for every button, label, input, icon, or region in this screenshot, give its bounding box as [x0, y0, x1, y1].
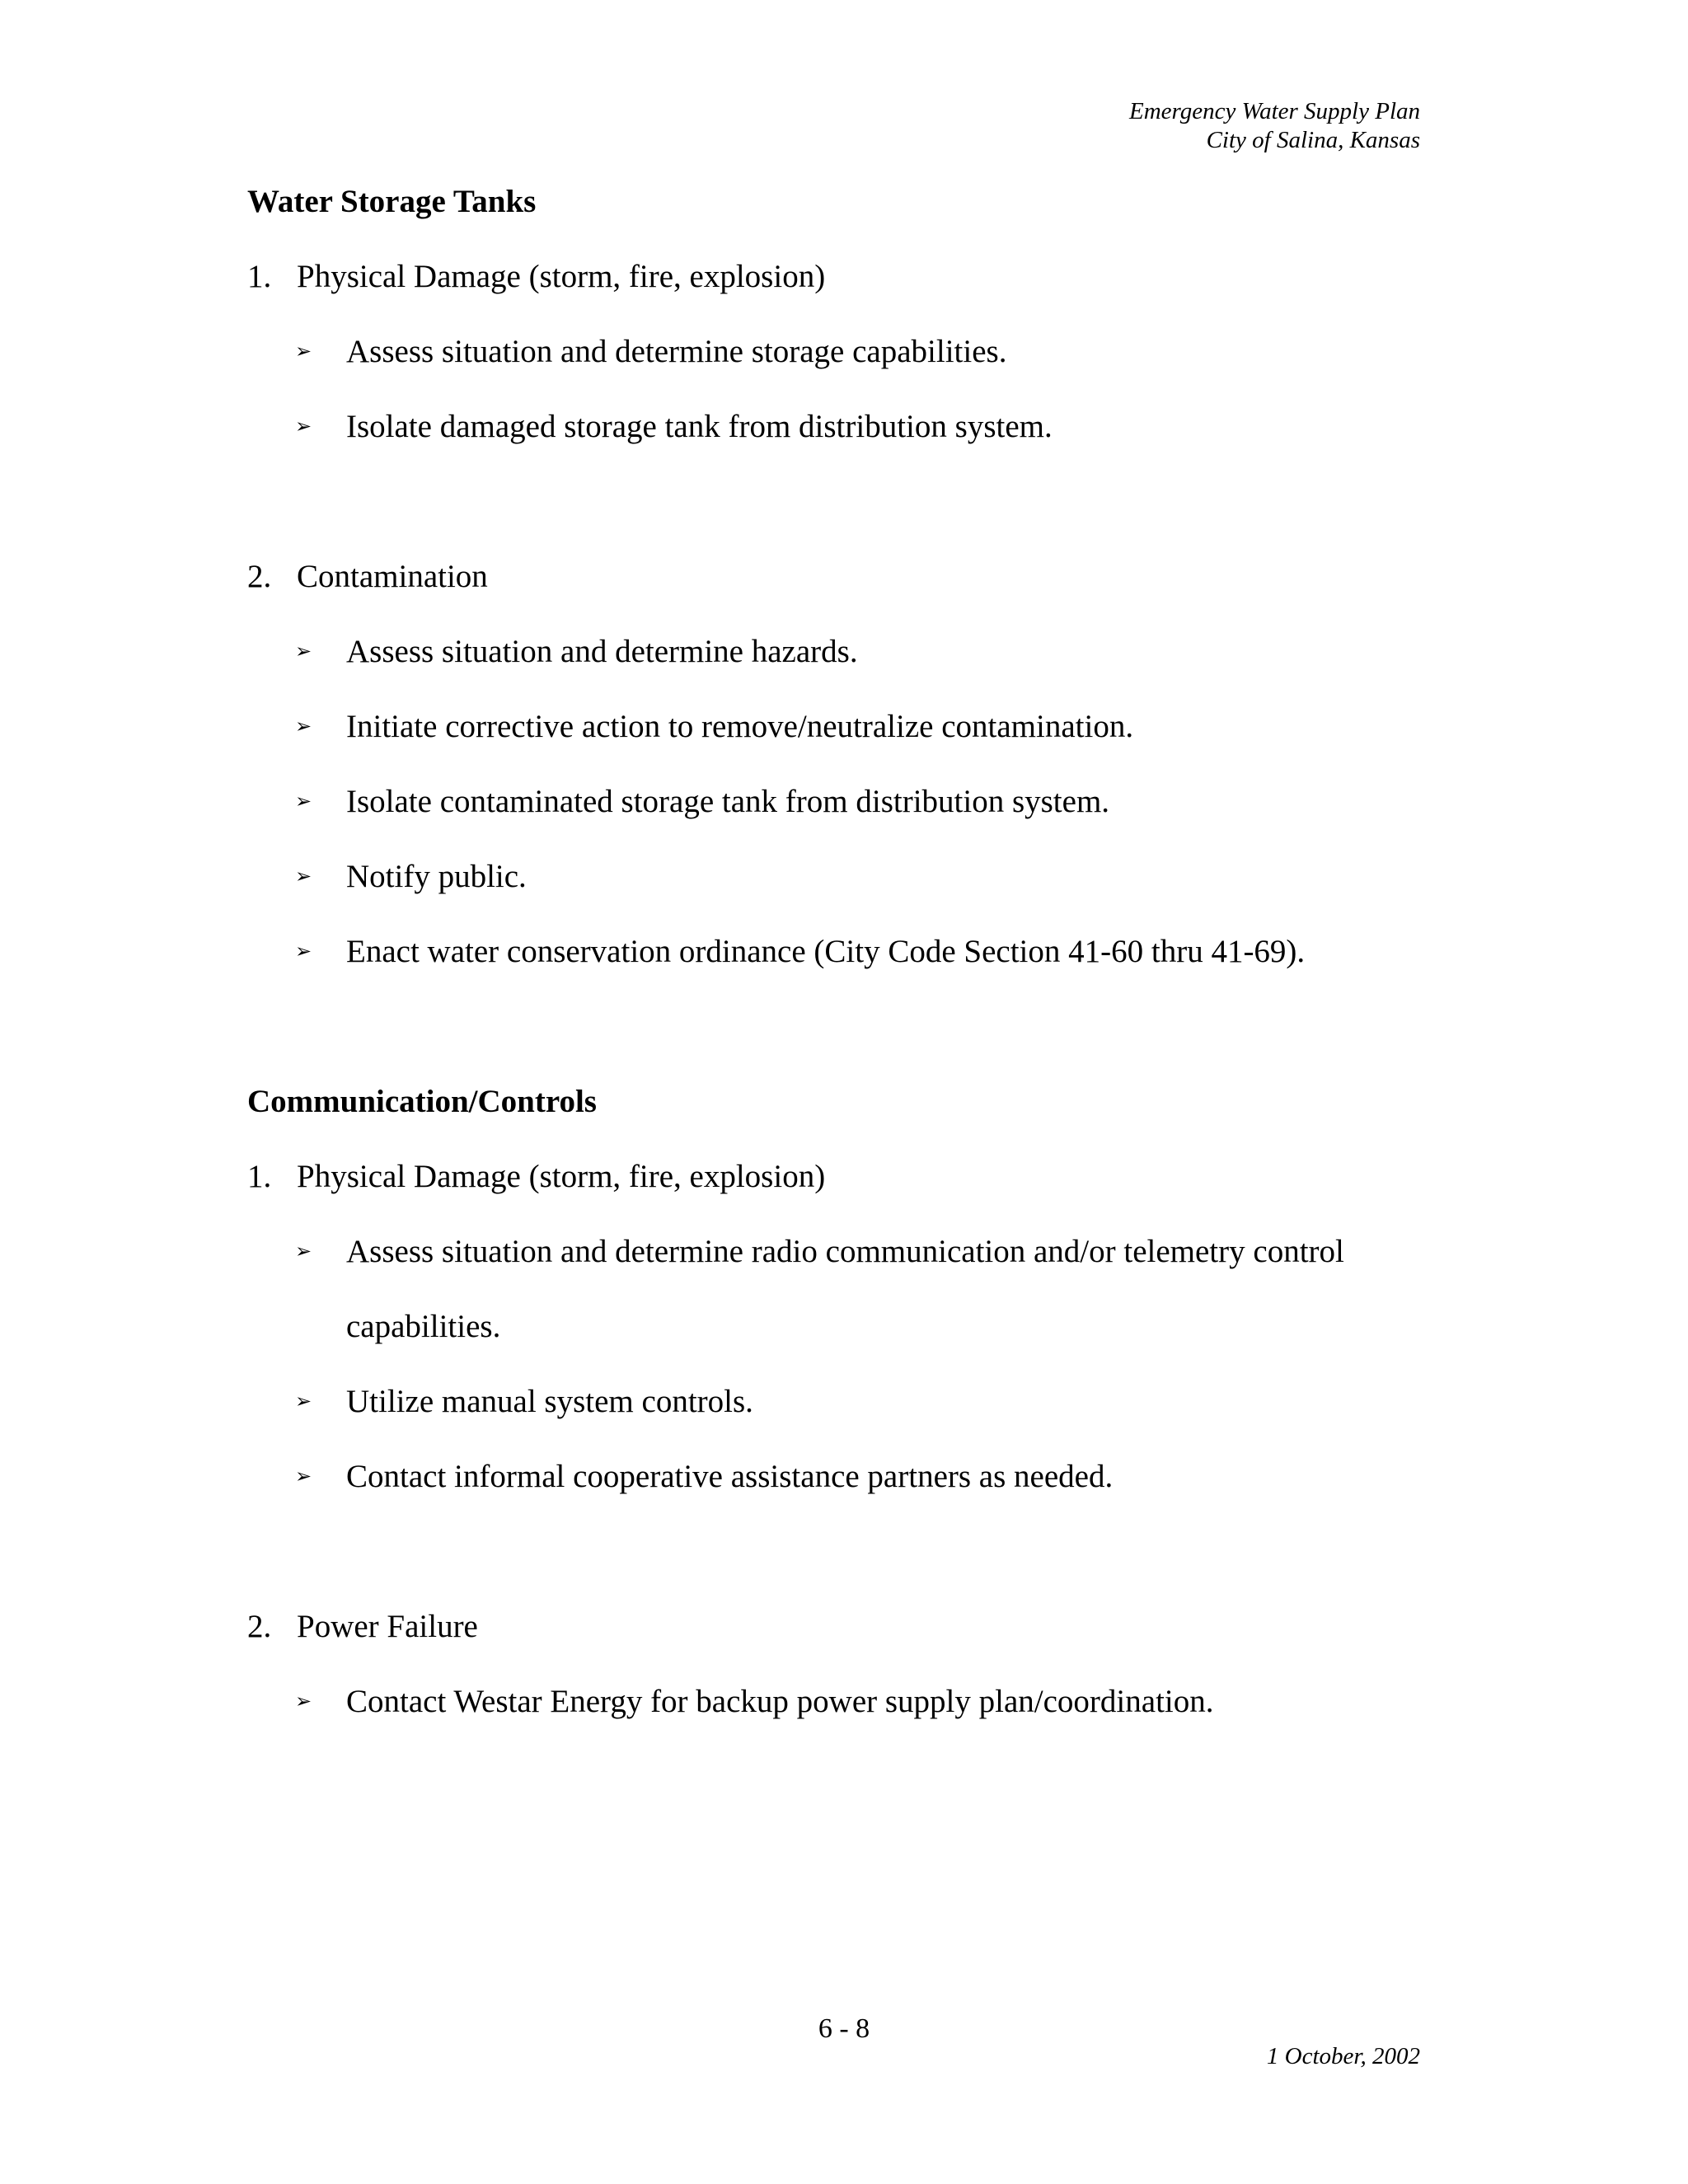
arrow-bullet-icon: ➢ — [295, 791, 312, 813]
list-item — [295, 1458, 1113, 1498]
item-number: 1. — [247, 259, 272, 294]
section-title-water-storage-tanks: Water Storage Tanks — [247, 184, 537, 219]
arrow-bullet-icon: ➢ — [295, 1466, 312, 1488]
arrow-bullet-icon: ➢ — [295, 866, 312, 888]
bullet-text: Notify public. — [346, 859, 527, 894]
item-number: 2. — [247, 1609, 272, 1644]
bullet-text: Contact informal cooperative assistance partners as needed. — [346, 1459, 1114, 1494]
document-date: 1 October, 2002 — [1266, 2043, 1420, 2069]
arrow-bullet-icon: ➢ — [295, 941, 312, 963]
bullet-text: Isolate damaged storage tank from distribution system. — [346, 409, 1053, 444]
bullet-text: Assess situation and determine storage capabilities. — [346, 334, 1007, 369]
page-number: 6 - 8 — [818, 2013, 870, 2044]
bullet-text: Utilize manual system controls. — [346, 1384, 753, 1419]
list-item — [295, 783, 1109, 823]
item-label: Contamination — [297, 559, 488, 594]
list-item — [295, 708, 1133, 748]
arrow-bullet-icon: ➢ — [295, 1691, 312, 1713]
item-label: Power Failure — [297, 1609, 478, 1644]
bullet-text: Isolate contaminated storage tank from distribution system. — [346, 784, 1110, 819]
bullet-text-continuation: capabilities. — [346, 1309, 501, 1344]
list-item — [295, 933, 1305, 973]
arrow-bullet-icon: ➢ — [295, 416, 312, 438]
document-header — [1129, 97, 1420, 155]
item-number: 1. — [247, 1159, 272, 1194]
arrow-bullet-icon: ➢ — [295, 1241, 312, 1263]
arrow-bullet-icon: ➢ — [295, 341, 312, 363]
section-title-communication-controls: Communication/Controls — [247, 1084, 597, 1119]
arrow-bullet-icon: ➢ — [295, 716, 312, 738]
item-number: 2. — [247, 559, 272, 594]
numbered-item — [247, 1608, 478, 1646]
list-item — [295, 858, 527, 898]
list-item — [295, 408, 1053, 448]
list-item — [295, 1383, 753, 1423]
list-item — [295, 333, 1006, 373]
header-subtitle: City of Salina, Kansas — [1206, 127, 1420, 153]
item-label: Physical Damage (storm, fire, explosion) — [297, 259, 826, 294]
arrow-bullet-icon: ➢ — [295, 1391, 312, 1413]
list-item — [295, 1683, 1214, 1723]
numbered-item — [247, 258, 825, 296]
bullet-text: Assess situation and determine hazards. — [346, 634, 858, 669]
bullet-text: Assess situation and determine radio communication and/or telemetry control — [346, 1234, 1344, 1269]
list-item — [295, 1233, 1344, 1273]
list-item — [295, 633, 858, 673]
arrow-bullet-icon: ➢ — [295, 641, 312, 663]
bullet-text: Contact Westar Energy for backup power supply plan/coordination. — [346, 1684, 1214, 1719]
numbered-item — [247, 558, 488, 596]
numbered-item — [247, 1158, 825, 1196]
bullet-text: Enact water conservation ordinance (City Code Section 41-60 thru 41-69). — [346, 934, 1306, 969]
header-title: Emergency Water Supply Plan — [1128, 98, 1420, 124]
bullet-text: Initiate corrective action to remove/neutralize contamination. — [346, 709, 1134, 744]
item-label: Physical Damage (storm, fire, explosion) — [297, 1159, 826, 1194]
